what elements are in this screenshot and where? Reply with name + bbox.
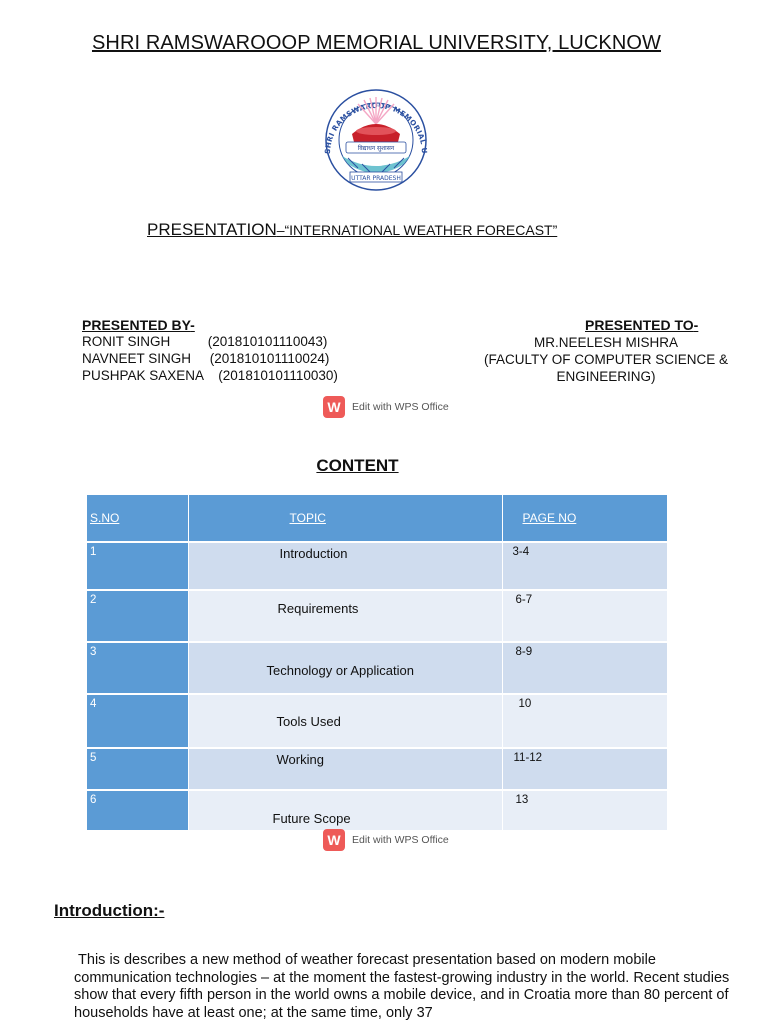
faculty-name: MR.NEELESH MISHRA: [533, 335, 679, 350]
row-topic: Technology or Application: [266, 663, 414, 678]
row-page: 11-12: [513, 752, 543, 764]
presented-to-heading: [585, 317, 698, 333]
logo-ring-text: SHRI RAMSWAROOP MEMORIAL U: [322, 100, 430, 155]
member-line: NAVNEET SINGH (201810101110024): [82, 351, 330, 366]
content-heading: CONTENT: [316, 456, 399, 475]
row-sno: 5: [90, 752, 97, 764]
row-page: 8-9: [515, 646, 533, 658]
presented-by-heading: [82, 317, 195, 333]
table-row: [87, 590, 667, 642]
wps-logo-icon: W: [323, 829, 345, 851]
wps-watermark[interactable]: [323, 396, 449, 418]
presented-to-suffix: -: [693, 317, 699, 333]
table-row: [87, 694, 667, 748]
presented-to-details: [480, 334, 732, 385]
introduction-heading: Introduction:-: [54, 901, 165, 920]
presented-by-suffix: -: [190, 317, 195, 333]
university-seal-icon: [312, 84, 440, 192]
table-row: [87, 542, 667, 590]
row-page: 6-7: [515, 594, 533, 606]
presented-to-label: PRESENTED TO: [585, 317, 694, 333]
row-page: 10: [518, 698, 532, 710]
presented-by-label: PRESENTED BY: [82, 317, 191, 333]
row-topic: Requirements: [277, 601, 359, 616]
introduction-paragraph: [74, 952, 734, 1022]
university-logo: [312, 84, 440, 192]
presentation-label: PRESENTATION: [147, 220, 277, 239]
wps-watermark-text: Edit with WPS Office: [352, 401, 449, 413]
row-sno: 2: [90, 594, 97, 606]
university-title: SHRI RAMSWAROOOP MEMORIAL UNIVERSITY, LUCKNOW: [91, 32, 662, 54]
row-topic: Future Scope: [272, 811, 351, 826]
row-page: 13: [515, 794, 529, 806]
row-sno: 6: [90, 794, 97, 806]
table-row: [87, 748, 667, 790]
column-header-sno: S.NO: [87, 495, 188, 542]
wps-watermark[interactable]: [323, 829, 449, 851]
column-header-topic: TOPIC: [188, 495, 502, 542]
wps-watermark-text: Edit with WPS Office: [352, 834, 449, 846]
member-line: PUSHPAK SAXENA (201810101110030): [82, 368, 338, 383]
logo-bottom-text: UTTAR PRADESH: [351, 175, 401, 182]
row-page: 3-4: [512, 546, 530, 558]
table-row: [87, 642, 667, 694]
row-topic: Working: [276, 752, 324, 767]
member-line: RONIT SINGH (201810101110043): [82, 334, 328, 349]
logo-banner-text: विद्याधन सुशासन: [357, 145, 395, 152]
row-sno: 1: [90, 546, 97, 558]
content-table: [87, 495, 668, 830]
row-sno: 3: [90, 646, 97, 658]
presentation-title: [147, 220, 557, 240]
column-header-page: PAGE NO: [502, 495, 667, 542]
faculty-dept-line2: ENGINEERING): [556, 369, 656, 384]
row-topic: Introduction: [279, 546, 348, 561]
wps-logo-icon: W: [323, 396, 345, 418]
faculty-dept-line1: (FACULTY OF COMPUTER SCIENCE &: [483, 352, 729, 367]
table-header-row: [87, 495, 667, 542]
table-row: [87, 790, 667, 830]
row-sno: 4: [90, 698, 97, 710]
introduction-text: This is describes a new method of weather forecast presentation based on modern mobile communication technologies – at the moment the fastest-growing industry in the world. Recent studies show that every fifth person in the world owns a mobile device, and in Croatia more than 80 percent of households have at least one; at the same time, only 37: [74, 952, 730, 1021]
row-topic: Tools Used: [276, 714, 341, 729]
presentation-subtitle: –“INTERNATIONAL WEATHER FORECAST”: [276, 222, 558, 238]
